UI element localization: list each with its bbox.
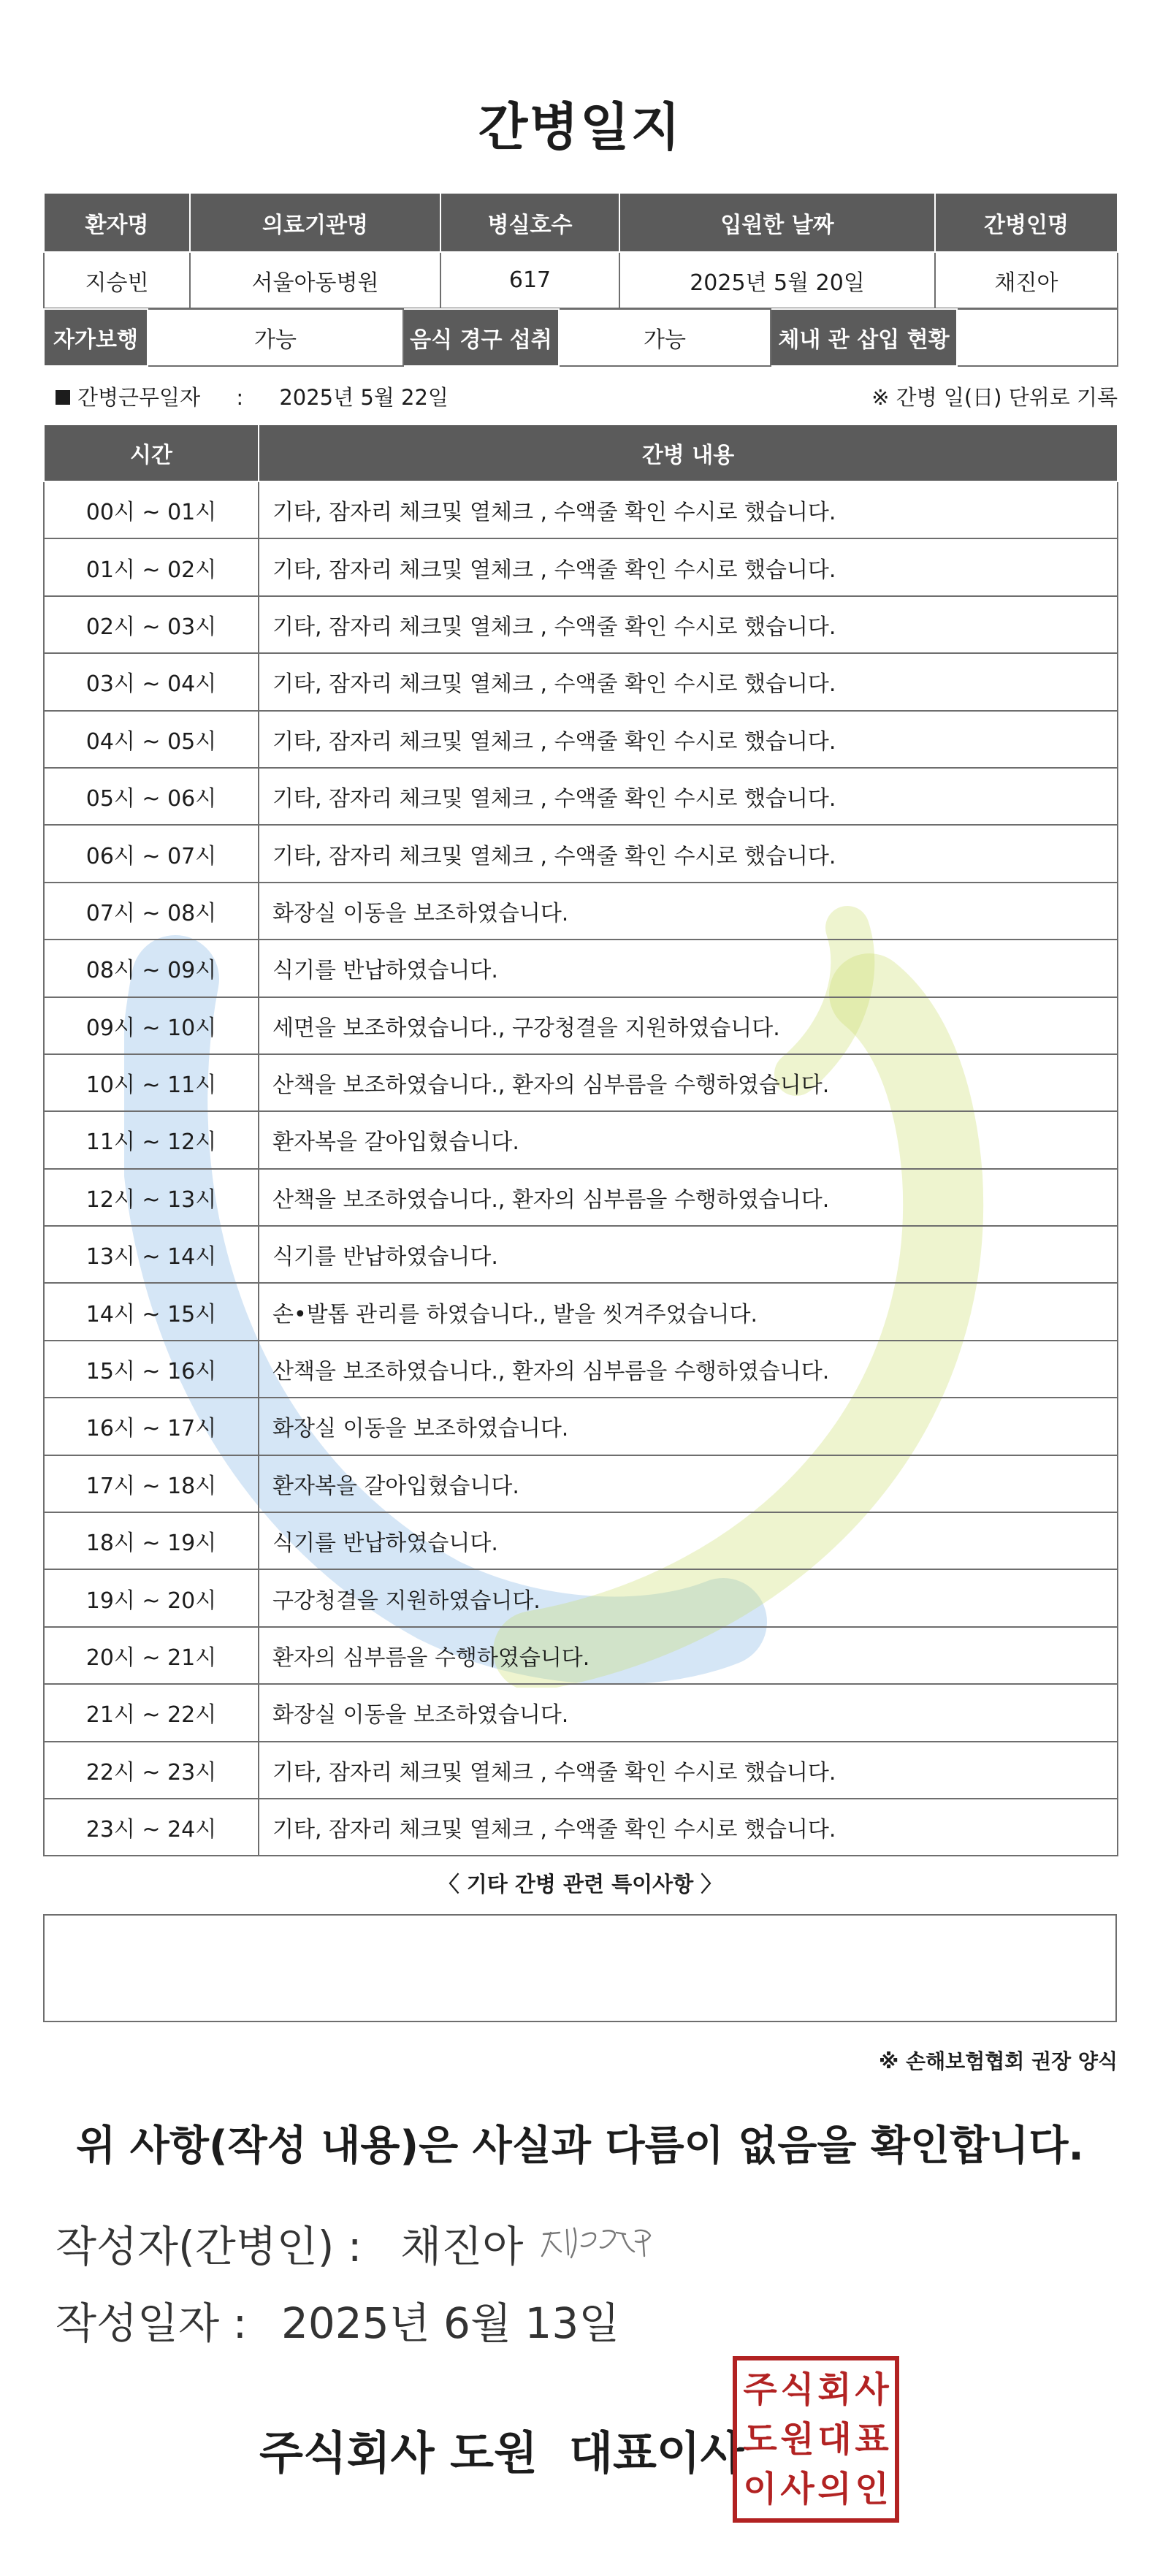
care-log-row xyxy=(44,711,1118,768)
care-log-row xyxy=(44,768,1118,825)
seal-character: 이 xyxy=(743,2469,777,2510)
writer-line xyxy=(56,2212,523,2274)
care-log-time: 22시 ~ 23시 xyxy=(44,1742,259,1799)
seal-character: 인 xyxy=(855,2469,889,2510)
care-log-content: 식기를 반납하였습니다. xyxy=(259,940,1118,997)
seal-character: 원 xyxy=(780,2419,814,2460)
remarks-box xyxy=(43,1914,1117,2022)
care-log-header-row xyxy=(44,424,1118,481)
care-log-content: 식기를 반납하였습니다. xyxy=(259,1226,1118,1283)
care-log-content: 화장실 이동을 보조하였습니다. xyxy=(259,1398,1118,1455)
seal-character: 대 xyxy=(817,2419,852,2460)
care-log-time: 07시 ~ 08시 xyxy=(44,883,259,940)
patient-name-value: 지승빈 xyxy=(44,252,190,308)
care-log-row xyxy=(44,1111,1118,1168)
work-date-value: 2025년 5월 22일 xyxy=(279,385,449,410)
written-date-line xyxy=(56,2289,619,2350)
care-log-content: 기타, 잠자리 체크및 열체크 , 수액줄 확인 수시로 했습니다. xyxy=(259,481,1118,538)
care-log-content: 기타, 잠자리 체크및 열체크 , 수액줄 확인 수시로 했습니다. xyxy=(259,538,1118,595)
seal-character: 사 xyxy=(780,2469,814,2510)
care-log-time: 15시 ~ 16시 xyxy=(44,1341,259,1398)
care-log-content: 기타, 잠자리 체크및 열체크 , 수액줄 확인 수시로 했습니다. xyxy=(259,768,1118,825)
header-hospital-name: 의료기관명 xyxy=(190,193,440,252)
patient-status-row xyxy=(44,309,1118,366)
tube-status-label: 체내 관 삽입 현황 xyxy=(771,309,957,366)
writer-separator: : xyxy=(347,2222,362,2271)
care-log-time: 21시 ~ 22시 xyxy=(44,1684,259,1741)
patient-info-header-row xyxy=(44,193,1118,252)
care-log-row xyxy=(44,997,1118,1054)
writer-name: 채진아 xyxy=(400,2222,524,2271)
written-date-value: 2025년 6월 13일 xyxy=(281,2298,620,2348)
care-log-row xyxy=(44,1341,1118,1398)
care-log-content: 환자복을 갈아입혔습니다. xyxy=(259,1111,1118,1168)
care-log-time: 08시 ~ 09시 xyxy=(44,940,259,997)
care-log-content: 환자복을 갈아입혔습니다. xyxy=(259,1455,1118,1512)
care-log-time: 05시 ~ 06시 xyxy=(44,768,259,825)
care-log-row xyxy=(44,1283,1118,1340)
patient-info-value-row xyxy=(44,252,1118,308)
header-admission-date: 입원한 날짜 xyxy=(619,193,935,252)
care-log-row xyxy=(44,1512,1118,1569)
patient-info-table xyxy=(43,192,1118,309)
care-log-content: 기타, 잠자리 체크및 열체크 , 수액줄 확인 수시로 했습니다. xyxy=(259,825,1118,882)
care-log-time: 12시 ~ 13시 xyxy=(44,1169,259,1226)
remarks-title: 〈 기타 간병 관련 특이사항 〉 xyxy=(438,1872,722,1897)
walking-label: 자가보행 xyxy=(44,309,148,366)
care-log-content: 기타, 잠자리 체크및 열체크 , 수액줄 확인 수시로 했습니다. xyxy=(259,1742,1118,1799)
care-log-row xyxy=(44,1398,1118,1455)
header-caregiver-name: 간병인명 xyxy=(935,193,1118,252)
room-number-value: 617 xyxy=(440,252,619,308)
tube-status-value xyxy=(957,309,1118,366)
writer-label: 작성자(간병인) xyxy=(56,2222,335,2271)
seal-character: 사 xyxy=(855,2369,889,2410)
care-log-row xyxy=(44,1569,1118,1626)
record-note: ※ 간병 일(日) 단위로 기록 xyxy=(871,385,1118,410)
page-title: 간병일지 xyxy=(478,97,682,157)
seal-character: 회 xyxy=(817,2369,852,2410)
care-log-time: 13시 ~ 14시 xyxy=(44,1226,259,1283)
care-log-row xyxy=(44,538,1118,595)
care-log-time: 00시 ~ 01시 xyxy=(44,481,259,538)
care-log-time: 19시 ~ 20시 xyxy=(44,1569,259,1626)
care-log-row xyxy=(44,1684,1118,1741)
work-date-label: 간병근무일자 xyxy=(77,385,201,410)
care-log-row xyxy=(44,825,1118,882)
seal-character: 의 xyxy=(817,2469,852,2510)
care-log-time: 18시 ~ 19시 xyxy=(44,1512,259,1569)
oral-intake-label: 음식 경구 섭취 xyxy=(403,309,559,366)
care-log-content: 화장실 이동을 보조하였습니다. xyxy=(259,883,1118,940)
care-log-row xyxy=(44,653,1118,710)
care-log-content: 기타, 잠자리 체크및 열체크 , 수액줄 확인 수시로 했습니다. xyxy=(259,596,1118,653)
care-log-table xyxy=(43,424,1118,1856)
recommend-note: ※ 손해보험협회 권장 양식 xyxy=(879,2049,1118,2073)
care-log-row xyxy=(44,1742,1118,1799)
oral-intake-value: 가능 xyxy=(559,309,771,366)
walking-value: 가능 xyxy=(148,309,403,366)
company-seal xyxy=(733,2356,899,2523)
written-date-separator: : xyxy=(232,2298,248,2348)
care-log-row xyxy=(44,1799,1118,1856)
care-log-time: 10시 ~ 11시 xyxy=(44,1054,259,1111)
care-log-content: 식기를 반납하였습니다. xyxy=(259,1512,1118,1569)
care-log-content: 구강청결을 지원하였습니다. xyxy=(259,1569,1118,1626)
care-log-row xyxy=(44,1054,1118,1111)
care-log-row xyxy=(44,1455,1118,1512)
care-log-content: 기타, 잠자리 체크및 열체크 , 수액줄 확인 수시로 했습니다. xyxy=(259,1799,1118,1856)
care-log-time: 23시 ~ 24시 xyxy=(44,1799,259,1856)
care-log-row xyxy=(44,940,1118,997)
care-log-time: 11시 ~ 12시 xyxy=(44,1111,259,1168)
care-log-content: 산책을 보조하였습니다., 환자의 심부름을 수행하였습니다. xyxy=(259,1054,1118,1111)
care-log-content: 산책을 보조하였습니다., 환자의 심부름을 수행하였습니다. xyxy=(259,1341,1118,1398)
care-log-row xyxy=(44,1169,1118,1226)
care-log-time: 09시 ~ 10시 xyxy=(44,997,259,1054)
header-patient-name: 환자명 xyxy=(44,193,190,252)
header-room-number: 병실호수 xyxy=(440,193,619,252)
hospital-name-value: 서울아동병원 xyxy=(190,252,440,308)
seal-characters xyxy=(741,2365,890,2514)
header-care-content: 간병 내용 xyxy=(259,424,1118,481)
admission-date-value: 2025년 5월 20일 xyxy=(619,252,935,308)
care-log-row xyxy=(44,1226,1118,1283)
seal-character: 표 xyxy=(855,2419,889,2460)
care-log-time: 16시 ~ 17시 xyxy=(44,1398,259,1455)
care-log-time: 14시 ~ 15시 xyxy=(44,1283,259,1340)
care-log-time: 04시 ~ 05시 xyxy=(44,711,259,768)
care-log-content: 손•발톱 관리를 하였습니다., 발을 씻겨주었습니다. xyxy=(259,1283,1118,1340)
care-log-time: 01시 ~ 02시 xyxy=(44,538,259,595)
work-date-line xyxy=(56,381,449,411)
company-representative: 주식회사 도원 대표이사 xyxy=(259,2426,744,2480)
care-log-time: 03시 ~ 04시 xyxy=(44,653,259,710)
care-log-time: 06시 ~ 07시 xyxy=(44,825,259,882)
care-log-content: 산책을 보조하였습니다., 환자의 심부름을 수행하였습니다. xyxy=(259,1169,1118,1226)
care-log-content: 기타, 잠자리 체크및 열체크 , 수액줄 확인 수시로 했습니다. xyxy=(259,653,1118,710)
care-log-time: 20시 ~ 21시 xyxy=(44,1627,259,1684)
care-log-body xyxy=(44,481,1118,1856)
square-bullet-icon xyxy=(56,390,70,405)
header-time: 시간 xyxy=(44,424,259,481)
work-date-separator: : xyxy=(236,385,244,410)
caregiver-name-value: 채진아 xyxy=(935,252,1118,308)
seal-character: 도 xyxy=(743,2419,777,2460)
patient-status-table xyxy=(43,308,1118,367)
care-log-time: 02시 ~ 03시 xyxy=(44,596,259,653)
handwritten-signature xyxy=(538,2214,655,2272)
seal-character: 주 xyxy=(743,2369,777,2410)
care-log-time: 17시 ~ 18시 xyxy=(44,1455,259,1512)
care-log-content: 환자의 심부름을 수행하였습니다. xyxy=(259,1627,1118,1684)
seal-character: 식 xyxy=(780,2369,814,2410)
care-log-row xyxy=(44,481,1118,538)
care-log-row xyxy=(44,883,1118,940)
care-log-row xyxy=(44,596,1118,653)
care-log-content: 기타, 잠자리 체크및 열체크 , 수액줄 확인 수시로 했습니다. xyxy=(259,711,1118,768)
confirmation-statement: 위 사항(작성 내용)은 사실과 다름이 없음을 확인합니다. xyxy=(76,2122,1084,2170)
care-log-content: 화장실 이동을 보조하였습니다. xyxy=(259,1684,1118,1741)
care-log-row xyxy=(44,1627,1118,1684)
written-date-label: 작성일자 xyxy=(56,2298,220,2348)
care-log-content: 세면을 보조하였습니다., 구강청결을 지원하였습니다. xyxy=(259,997,1118,1054)
